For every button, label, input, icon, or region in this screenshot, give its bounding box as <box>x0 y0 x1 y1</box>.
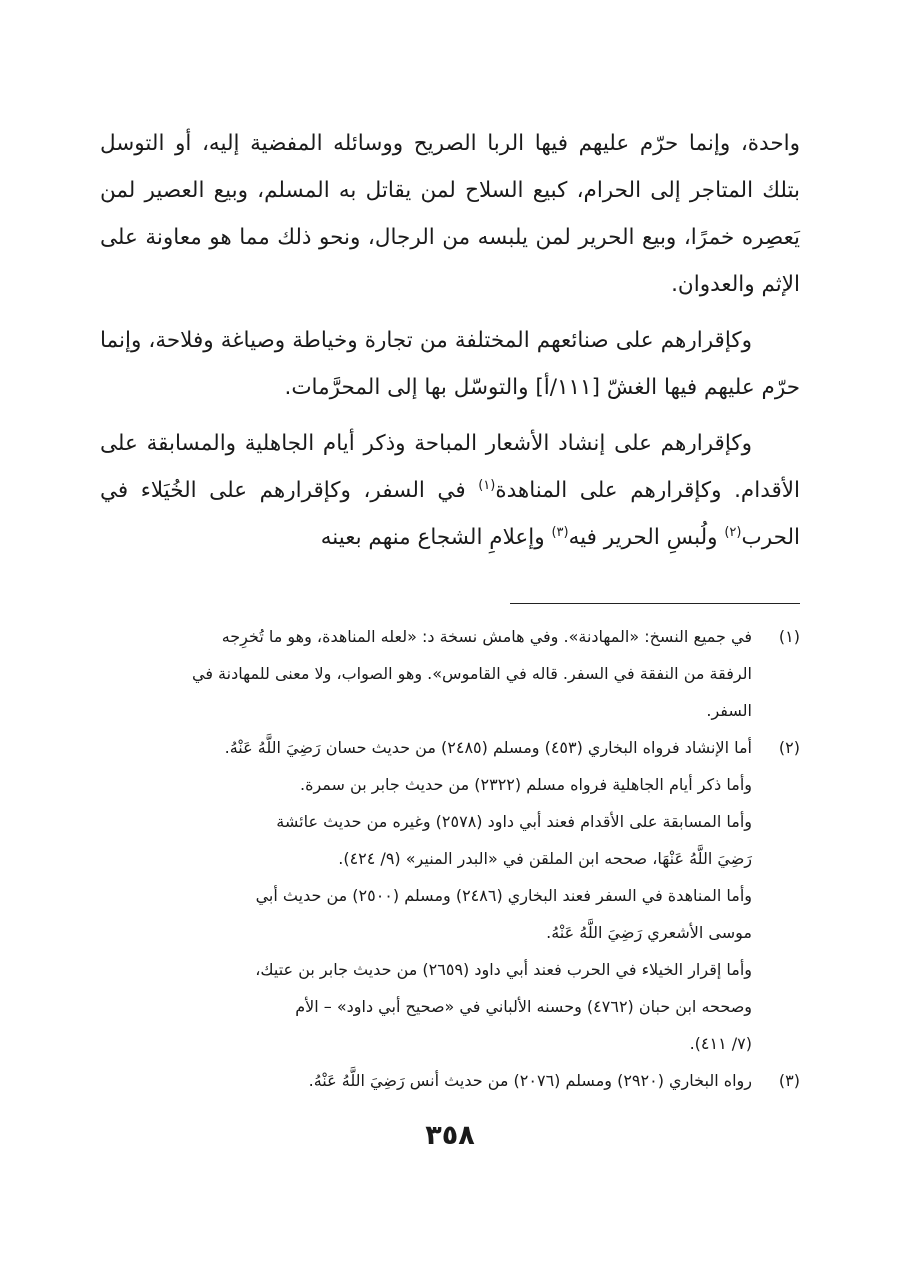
footnote-2-line: وأما المناهدة في السفر فعند البخاري (٢٤٨٦) ومسلم (٢٥٠٠) من حديث أبي <box>255 886 752 905</box>
footnote-2-number: (٢) <box>778 738 800 757</box>
footnote-2-line: وأما ذكر أيام الجاهلية فرواه مسلم (٢٣٢٢) من حديث جابر بن سمرة. <box>300 775 752 794</box>
paragraph-3-text-b: في السفر، وكإقرارهم على الخُيَلاء في الحرب <box>100 478 800 550</box>
paragraph-3-text-c: ولُبسِ الحرير فيه <box>568 525 725 550</box>
footnote-1-line: السفر. <box>706 701 752 720</box>
footnote-3-line: رواه البخاري (٢٩٢٠) ومسلم (٢٠٧٦) من حديث أنس رَضِيَ اللَّهُ عَنْهُ. <box>308 1071 752 1090</box>
footnote-2-line: (٧/ ٤١١). <box>689 1034 752 1053</box>
footnotes <box>100 618 800 1099</box>
footnote-ref-3[interactable]: (٣) <box>551 524 569 540</box>
footnote-2-line: موسى الأشعري رَضِيَ اللَّهُ عَنْهُ. <box>546 923 752 942</box>
footnote-separator <box>510 603 800 604</box>
footnote-2 <box>100 729 800 1062</box>
footnote-1-line: الرفقة من النفقة في السفر. قاله في القاموس». وهو الصواب، ولا معنى للمهادنة في <box>191 664 752 683</box>
paragraph-2-text: وكإقرارهم على صنائعهم المختلفة من تجارة وخياطة وصياغة وفلاحة، وإنما حرّم عليهم فيها الغشّ [١١١/أ] والتوسّل بها إلى المحرَّمات. <box>100 328 800 400</box>
footnote-3-number: (٣) <box>778 1071 800 1090</box>
footnote-1-number: (١) <box>778 627 800 646</box>
footnote-2-line: رَضِيَ اللَّهُ عَنْهَا، صححه ابن الملقن في «البدر المنير» (٩/ ٤٢٤). <box>338 849 752 868</box>
footnote-3 <box>100 1062 800 1099</box>
paragraph-3-text-a: وكإقرارهم على إنشاد الأشعار المباحة وذكر أيام الجاهلية والمسابقة على الأقدام. وكإقرارهم على المناهدة <box>100 431 800 503</box>
paragraph-2 <box>100 317 800 411</box>
footnote-ref-2[interactable]: (٢) <box>724 524 742 540</box>
footnote-2-line: وأما إقرار الخيلاء في الحرب فعند أبي داود (٢٦٥٩) من حديث جابر بن عتيك، <box>255 960 752 979</box>
paragraph-3-text-d: وإعلامِ الشجاع منهم بعينه <box>320 525 552 550</box>
footnote-2-line: أما الإنشاد فرواه البخاري (٤٥٣) ومسلم (٢٤٨٥) من حديث حسان رَضِيَ اللَّهُ عَنْهُ. <box>224 738 752 757</box>
footnote-2-line: وأما المسابقة على الأقدام فعند أبي داود (٢٥٧٨) وغيره من حديث عائشة <box>276 812 752 831</box>
footnote-1-line: في جميع النسخ: «المهادنة». وفي هامش نسخة د: «لعله المناهدة، وهو ما تُخرِجه <box>221 627 752 646</box>
page-number: ٣٥٨ <box>425 1120 475 1151</box>
paragraph-3 <box>100 420 800 561</box>
footnote-ref-1[interactable]: (١) <box>478 477 496 493</box>
footnote-1 <box>100 618 800 729</box>
footnote-2-line: وصححه ابن حبان (٤٧٦٢) وحسنه الألباني في «صحيح أبي داود» – الأم <box>295 997 752 1016</box>
paragraph-1-text: واحدة، وإنما حرّم عليهم فيها الربا الصريح ووسائله المفضية إليه، أو التوسل بتلك المتاجر إلى الحرام، كبيع السلاح لمن يقاتل به المسلم، وبيع العصير لمن يَعصِره خمرًا، وبيع الحرير لمن يلبسه من الرجال، ونحو ذلك مما هو معاونة على الإثم والعدوان. <box>100 131 800 297</box>
paragraph-1 <box>100 120 800 308</box>
main-text <box>100 120 800 561</box>
